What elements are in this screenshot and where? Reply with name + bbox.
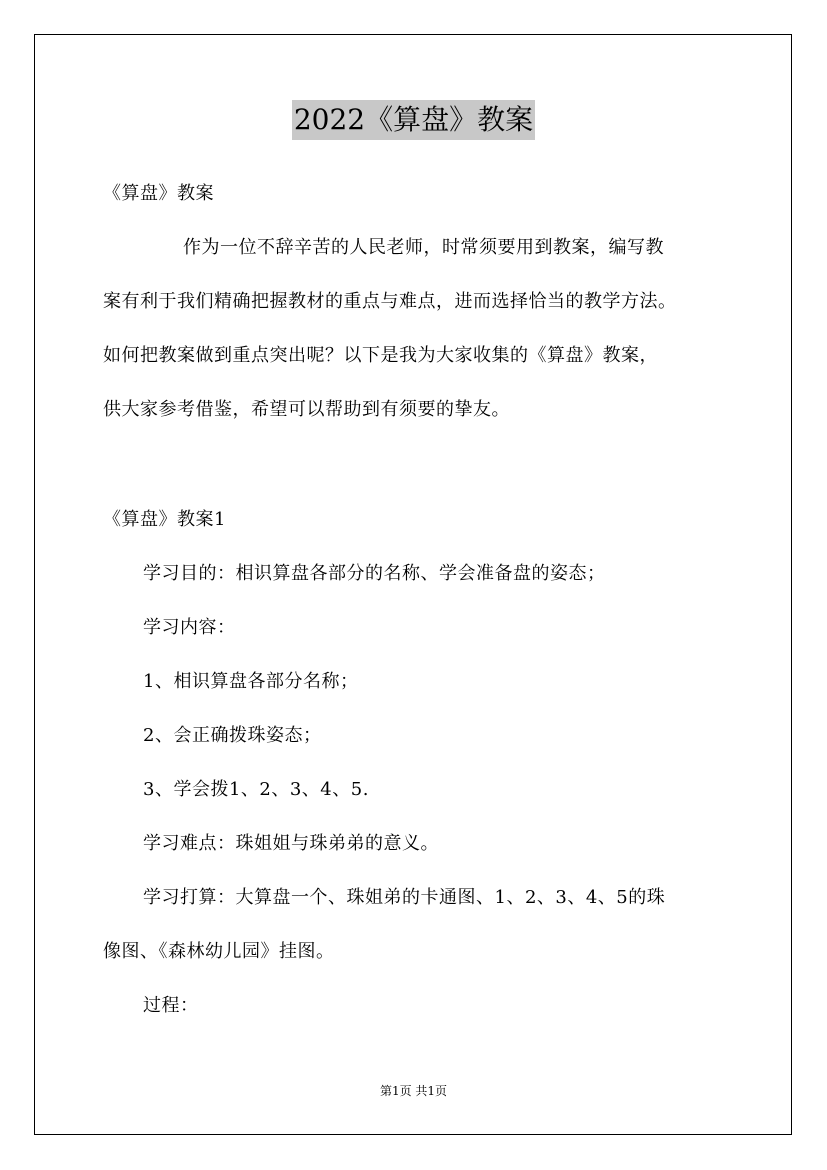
- intro-line: 作为一位不辞辛苦的人民老师，时常须要用到教案，编写教: [183, 237, 664, 258]
- title-wrap: [0, 100, 827, 140]
- section-line: 1、相识算盘各部分名称；: [143, 671, 359, 692]
- section-line: 像图、《森林幼儿园》挂图。: [103, 941, 335, 962]
- section-line: 学习难点：珠姐姐与珠弟弟的意义。: [143, 833, 439, 854]
- intro-line: 如何把教案做到重点突出呢？以下是我为大家收集的《算盘》教案，: [103, 345, 658, 366]
- section-line: 学习内容：: [143, 617, 236, 638]
- section-line: 学习目的：相识算盘各部分的名称、学会准备盘的姿态；: [143, 563, 606, 584]
- page-footer: 第1页 共1页: [379, 1084, 448, 1098]
- section-line: 学习打算：大算盘一个、珠姐弟的卡通图、1、2、3、4、5的珠: [143, 887, 666, 908]
- document-title: 2022《算盘》教案: [292, 100, 535, 140]
- section-line: 3、学会拨1、2、3、4、5.: [143, 779, 369, 800]
- section-heading: 《算盘》教案1: [103, 509, 226, 530]
- section-line: 2、会正确拨珠姿态；: [143, 725, 322, 746]
- subtitle: 《算盘》教案: [103, 183, 214, 204]
- intro-line: 供大家参考借鉴，希望可以帮助到有须要的挚友。: [103, 399, 510, 420]
- section-line: 过程：: [143, 995, 199, 1016]
- intro-line: 案有利于我们精确把握教材的重点与难点，进而选择恰当的教学方法。: [103, 291, 677, 312]
